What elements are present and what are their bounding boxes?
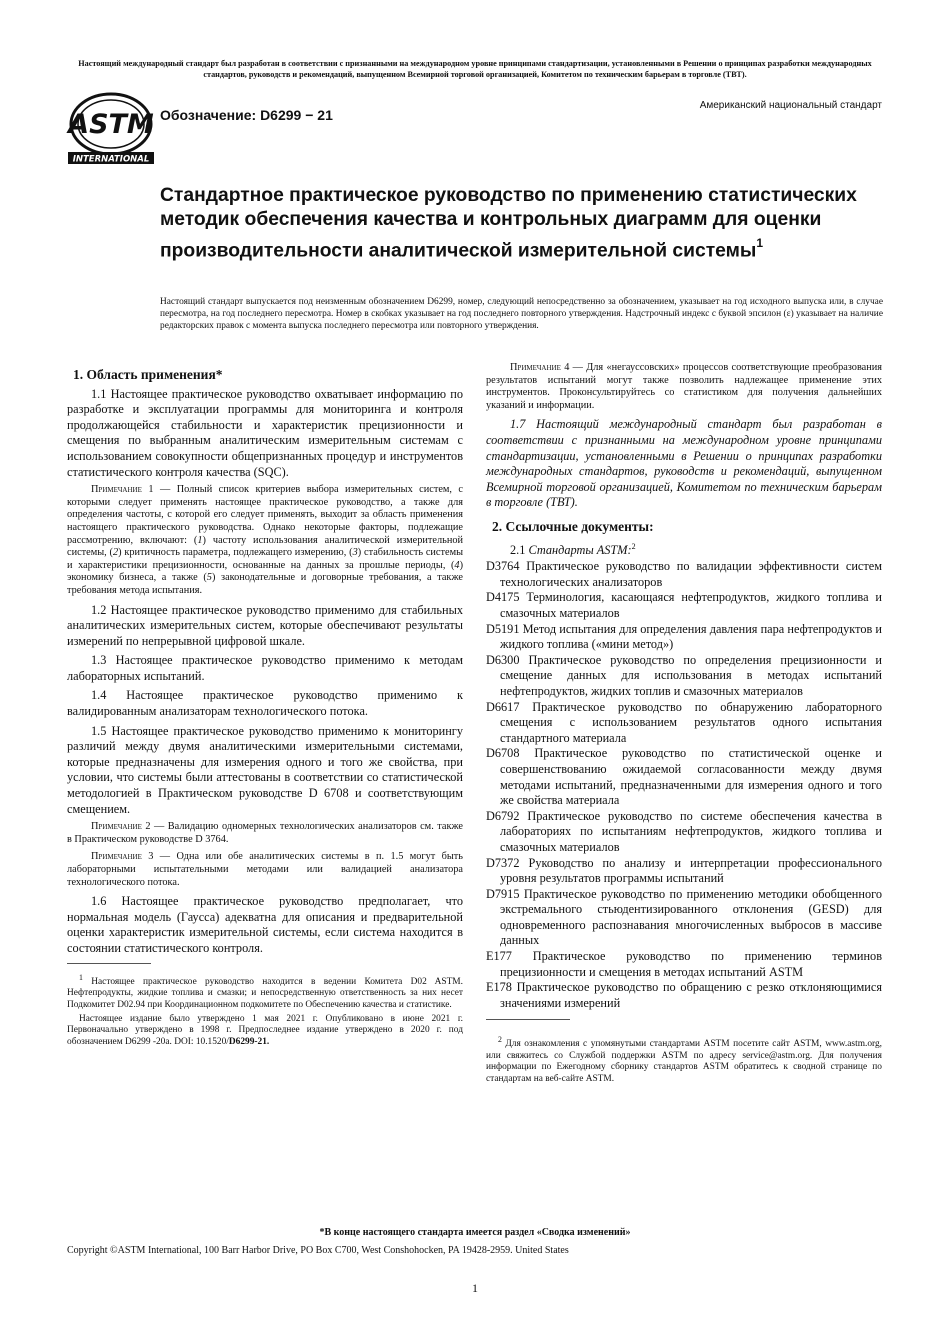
footnote-2 bbox=[486, 1034, 882, 1085]
international-standard-note: Настоящий международный стандарт был разработан в соответствии с признанными на международном уровне принципами стандартизации, установленными в Решении о принципах разработки международных стандартов, руководств и рекомендаций, выпущенном Всемирной торговой организацией, Комитетом по техническим барьерам в торговле (ТВТ). bbox=[78, 59, 872, 79]
astm-logo bbox=[66, 90, 156, 166]
section-2-heading: 2. Ссылочные документы: bbox=[492, 518, 654, 534]
issuance-note: Настоящий стандарт выпускается под неизменным обозначением D6299, номер, следующий непосредственно за обозначением, указывает на год исходного выпуска или, в случае пересмотра, на год последнего пересмотра. Номер в скобках указывает на год последнего повторного утверждения. Надстрочный индекс с буквой эпсилон (ε) указывает на наличие редакторских правок с момента выпуска последнего пересмотра или повторного утверждения. bbox=[160, 297, 883, 332]
reference-item[interactable]: D6617 Практическое руководство по обнаружению лабораторного смещения с использованием результатов одного испытания стандартного материала bbox=[486, 699, 882, 745]
note-2 bbox=[67, 821, 463, 846]
page-number: 1 bbox=[472, 1281, 478, 1295]
paragraph-1-3: 1.3 Настоящее практическое руководство применимо к методам лабораторных испытаний. bbox=[67, 653, 463, 683]
note-text: ) критичность параметра, подлежащего измерению, ( bbox=[118, 547, 353, 559]
note-text: ) частоту использования аналитической измерительной системы, ( bbox=[67, 534, 463, 559]
note-text: ) стабильность системы и характеристики прецизионности, основанные на данных за прошлые периоды, ( bbox=[67, 547, 464, 571]
footnote-doi-suffix: D6299-21. bbox=[228, 1036, 270, 1047]
document-title bbox=[160, 184, 880, 263]
note-text: ) экономику бизнеса, а также ( bbox=[67, 559, 463, 584]
footnote-text: Настоящее практическое руководство находится в ведении Комитета D02 ASTM. Нефтепродукты, жидкие топлива и смазки; и непосредственную ответственность за них несет Подкомитет D02.94 при Координационном подкомитете по Обеспечению качества и статистике. bbox=[67, 976, 463, 1010]
footnote-marker: 2 bbox=[631, 541, 636, 551]
paragraph-1-4: 1.4 Настоящее практическое руководство применимо к валидированным анализаторам технологического потока. bbox=[67, 688, 463, 719]
left-column bbox=[67, 367, 463, 1051]
title-footnote-ref: 1 bbox=[756, 235, 764, 250]
section-1-heading: 1. Область применения* bbox=[73, 367, 223, 382]
reference-item[interactable]: D7372 Руководство по анализу и интерпретации профессионального уровня результатов программы испытаний bbox=[486, 855, 882, 886]
footnote-text: Настоящее издание было утверждено 1 мая 2021 г. Опубликовано в июне 2021 г. Первоначально утверждено в 1998 г. Предпоследнее издание утверждено в 2020 г. под обозначением D6299 -20a. DOI: 10.1520/ bbox=[67, 1013, 463, 1047]
note-text: Валидацию одномерных технологических анализаторов см. также в Практическом руководстве D 3764. bbox=[67, 821, 463, 845]
paragraph-number: 2.1 bbox=[510, 542, 529, 557]
footnote-marker: 1 bbox=[79, 972, 83, 982]
note-number: 4 — bbox=[560, 362, 587, 373]
note-number: 1 — bbox=[141, 484, 177, 496]
note-3 bbox=[67, 851, 463, 889]
note-text: Одна или обе аналитических системы в п. 1.5 могут быть лабораторными испытательными методами или валидацией анализатора технологического потока. bbox=[67, 851, 463, 888]
reference-list bbox=[486, 559, 882, 1011]
logo-text: ASTM bbox=[68, 109, 154, 140]
reference-item[interactable]: D4175 Терминология, касающаяся нефтепродуктов, жидкого топлива и смазочных материалов bbox=[486, 590, 882, 620]
note-item-number: 1 bbox=[197, 534, 203, 546]
footnote-1 bbox=[67, 972, 463, 1011]
title-text: Стандартное практическое руководство по применению статистических методик обеспечения качества и контрольных диаграмм для оценки производительности аналитической измерительной системы bbox=[160, 185, 857, 262]
reference-item[interactable]: D5191 Метод испытания для определения давления пара нефтепродуктов и жидкого топлива («мини метод») bbox=[486, 621, 882, 652]
note-text: ) законодательные и договорные требования, а также требования метода испытания. bbox=[67, 572, 463, 596]
note-label: Примечание bbox=[91, 821, 142, 833]
note-label: Примечание bbox=[91, 851, 142, 863]
reference-item[interactable]: D6708 Практическое руководство по статистической оценке и совершенствованию ожидаемой согласованности между двумя методами испытаний, предназначенными для измерения одного и того же свойства материала bbox=[486, 746, 882, 808]
american-national-standard: Американский национальный стандарт bbox=[699, 100, 882, 111]
right-column bbox=[486, 362, 882, 1088]
note-item-number: 3 bbox=[352, 547, 358, 559]
note-text: Для «негауссовских» процессов соответствующие преобразования результатов испытаний могут также позволить надлежащее применение этих инструментов. Проконсультируйтесь со статистиком для получения дальнейших указаний и информации. bbox=[486, 362, 883, 411]
footnote-text: Для ознакомления с упомянутыми стандартами ASTM посетите сайт ASTM, www.astm.org, или свяжитесь со Службой поддержки ASTM по адресу service@astm.org. Для получения информации по Ежегодному сборнику стандартов ASTM обратитесь к сводной странице по стандартам на веб-сайте ASTM. bbox=[486, 1039, 882, 1084]
note-item-number: 5 bbox=[206, 572, 212, 584]
note-number: 3 — bbox=[141, 851, 177, 863]
note-item-number: 2 bbox=[112, 547, 119, 559]
footnote-marker: 2 bbox=[498, 1035, 502, 1045]
astm-standards-label: Стандарты ASTM: bbox=[528, 542, 632, 557]
reference-item[interactable]: E178 Практическое руководство по обращению с резко отклоняющимися значениями измерений bbox=[486, 980, 882, 1010]
reference-item[interactable]: D6300 Практическое руководство по определения прецизионности и смещение данных для использования в методах испытаний нефтепродуктов, жидких топлив и смазочных материалов bbox=[486, 652, 882, 698]
note-label: Примечание bbox=[510, 362, 561, 373]
summary-of-changes-note: *В конце настоящего стандарта имеется раздел «Сводка изменений» bbox=[319, 1227, 631, 1238]
astm-logo-icon bbox=[66, 90, 156, 166]
footnote-divider bbox=[486, 1019, 570, 1020]
note-item-number: 4 bbox=[454, 559, 460, 571]
reference-item[interactable]: D3764 Практическое руководство по валидации эффективности систем технологических анализаторов bbox=[486, 559, 882, 589]
note-1 bbox=[67, 484, 463, 597]
copyright: Copyright ©ASTM International, 100 Barr Harbor Drive, PO Box C700, West Conshohocken, PA 19428-2959. United States bbox=[67, 1245, 569, 1256]
paragraph-1-5: 1.5 Настоящее практическое руководство применимо к мониторингу различий между двумя аналитическими измерительными системами, которые предназначены для измерения одного и того же свойства, при условии, что системы были аттестованы в соответствии со статистической методологией в Практическом руководстве D 6708 и соответствующим смещением. bbox=[67, 723, 463, 816]
designation: Обозначение: D6299 − 21 bbox=[160, 107, 333, 123]
reference-item[interactable]: D6792 Практическое руководство по системе обеспечения качества в лабораториях по испытаниям нефтепродуктов, жидкого топлива и смазочных материалов bbox=[486, 808, 882, 854]
footnote-divider bbox=[67, 963, 151, 964]
note-label: Примечание bbox=[91, 484, 142, 496]
note-number: 2 — bbox=[141, 821, 168, 833]
reference-item[interactable]: E177 Практическое руководство по применению терминов прецизионности и смещения в методах испытаний ASTM bbox=[486, 949, 882, 979]
paragraph-1-2: 1.2 Настоящее практическое руководство применимо для стабильных аналитических измерительных систем, которые обеспечивают результаты измерений по непрерывной цифровой шкале. bbox=[67, 602, 463, 648]
reference-item[interactable]: D7915 Практическое руководство по применению методики обобщенного экстремального стьюдентизированного отклонения (GESD) для одновременного распознавания многочисленных выбросов в массиве данных bbox=[486, 886, 882, 948]
paragraph-1-7: 1.7 Настоящий международный стандарт был разработан в соответствии с признанными на международном уровне принципами стандартизации, установленными в Решении о принципах разработки международных стандартов, руководств и рекомендаций, выпущенном Всемирной торговой организацией, Комитетом по техническим барьерам в торговле (ТВТ). bbox=[486, 417, 882, 510]
paragraph-1-1: 1.1 Настоящее практическое руководство охватывает информацию по разработке и эксплуатации программы для мониторинга и контроля продолжающейся стабильности и характеристик прецизионности и смещения по выбранным аналитическим измерительным системам с использованием совокупности общепризнанных процедур и инструментов статистического контроля качества (SQC). bbox=[67, 386, 463, 479]
logo-subtext: INTERNATIONAL bbox=[72, 154, 150, 165]
footnote-1-edition bbox=[67, 1014, 463, 1048]
note-text: Полный список критериев выбора измерительных систем, с которыми следует применять настоящее практическое руководство, а также для определения частоты, с которой его следует применять, выходит за область применения настоящего практического руководства. Однако некоторые факторы, подлежащие рассмотрению, включают: ( bbox=[67, 484, 463, 546]
paragraph-2-1 bbox=[486, 539, 882, 559]
note-4 bbox=[486, 362, 882, 412]
paragraph-1-6: 1.6 Настоящее практическое руководство предполагает, что нормальная модель (Гаусса) адекватна для описания и предварительной оценки характеристик измерительной системы, если система находится в состоянии статистического контроля. bbox=[67, 894, 463, 955]
